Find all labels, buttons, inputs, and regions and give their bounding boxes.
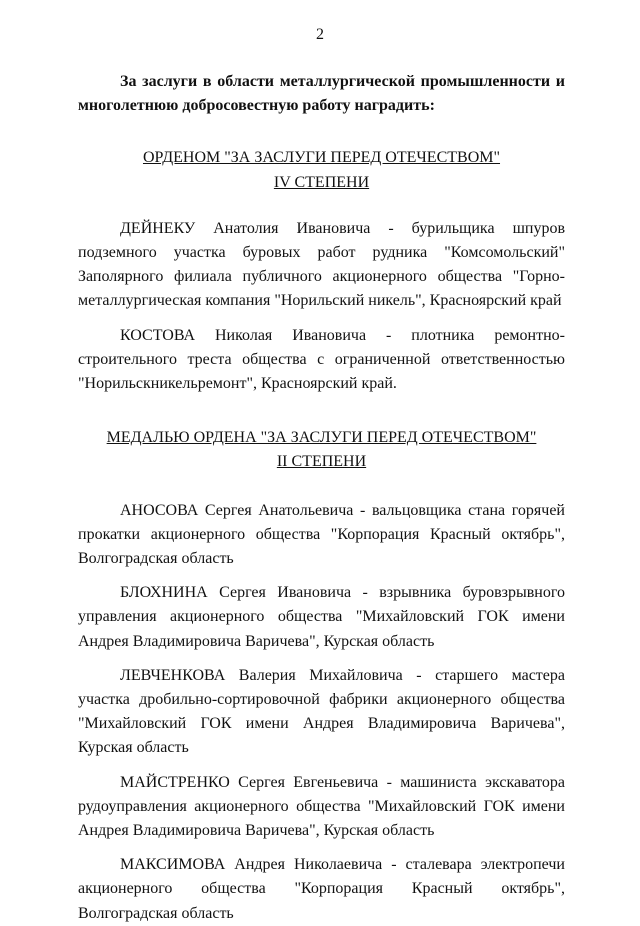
recipient-entry: БЛОХНИНА Сергея Ивановича - взрывника буровзрывного управления акционерного общества "Михайловский ГОК имени Андрея Владимировича Варичева", Курская область: [78, 584, 565, 650]
recipient-entry: ЛЕВЧЕНКОВА Валерия Михайловича - старшего мастера участка дробильно-сортировочной фабрики акционерного общества "Михайловский ГОК имени Андрея Владимировича Варичева", Курская область: [78, 666, 565, 757]
recipient-list-order: [78, 217, 565, 396]
recipient-entry: КОСТОВА Николая Ивановича - плотника ремонтно-строительного треста общества с ограниченной ответственностью "Норильскникельремонт", Красноярский край.: [78, 326, 565, 393]
recipient-entry: АНОСОВА Сергея Анатольевича - вальцовщика стана горячей прокатки акционерного общества "Корпорация Красный октябрь", Волгоградская область: [78, 501, 565, 568]
award-degree: IV СТЕПЕНИ: [273, 173, 370, 191]
award-heading-medal: [78, 426, 565, 474]
award-title: ОРДЕНОМ "ЗА ЗАСЛУГИ ПЕРЕД ОТЕЧЕСТВОМ": [142, 149, 501, 167]
recipient-entry: ДЕЙНЕКУ Анатолия Ивановича - бурильщика шпуров подземного участка буровых работ рудника "Комсомольский" Заполярного филиала публичного акционерного общества "Горно-металлургическая компания "Норильский никель", Красноярский край: [78, 219, 565, 310]
page-number: 2: [316, 26, 324, 43]
recipient-entry: МАКСИМОВА Андрея Николаевича - сталевара электропечи акционерного общества "Корпорация Красный октябрь", Волгоградская область: [78, 856, 565, 922]
award-degree: II СТЕПЕНИ: [276, 453, 367, 471]
document-body: [78, 70, 565, 926]
award-heading-order: [78, 146, 565, 194]
recipient-entry: МАЙСТРЕНКО Сергея Евгеньевича - машиниста экскаватора рудоуправления акционерного общества "Михайловский ГОК имени Андрея Владимировича Варичева", Курская область: [78, 773, 565, 840]
intro-paragraph: За заслуги в области металлургической промышленности и многолетнюю добросовестную работу наградить:: [78, 73, 565, 115]
recipient-list-medal: [78, 499, 565, 926]
award-title: МЕДАЛЬЮ ОРДЕНА "ЗА ЗАСЛУГИ ПЕРЕД ОТЕЧЕСТВОМ": [106, 429, 537, 447]
